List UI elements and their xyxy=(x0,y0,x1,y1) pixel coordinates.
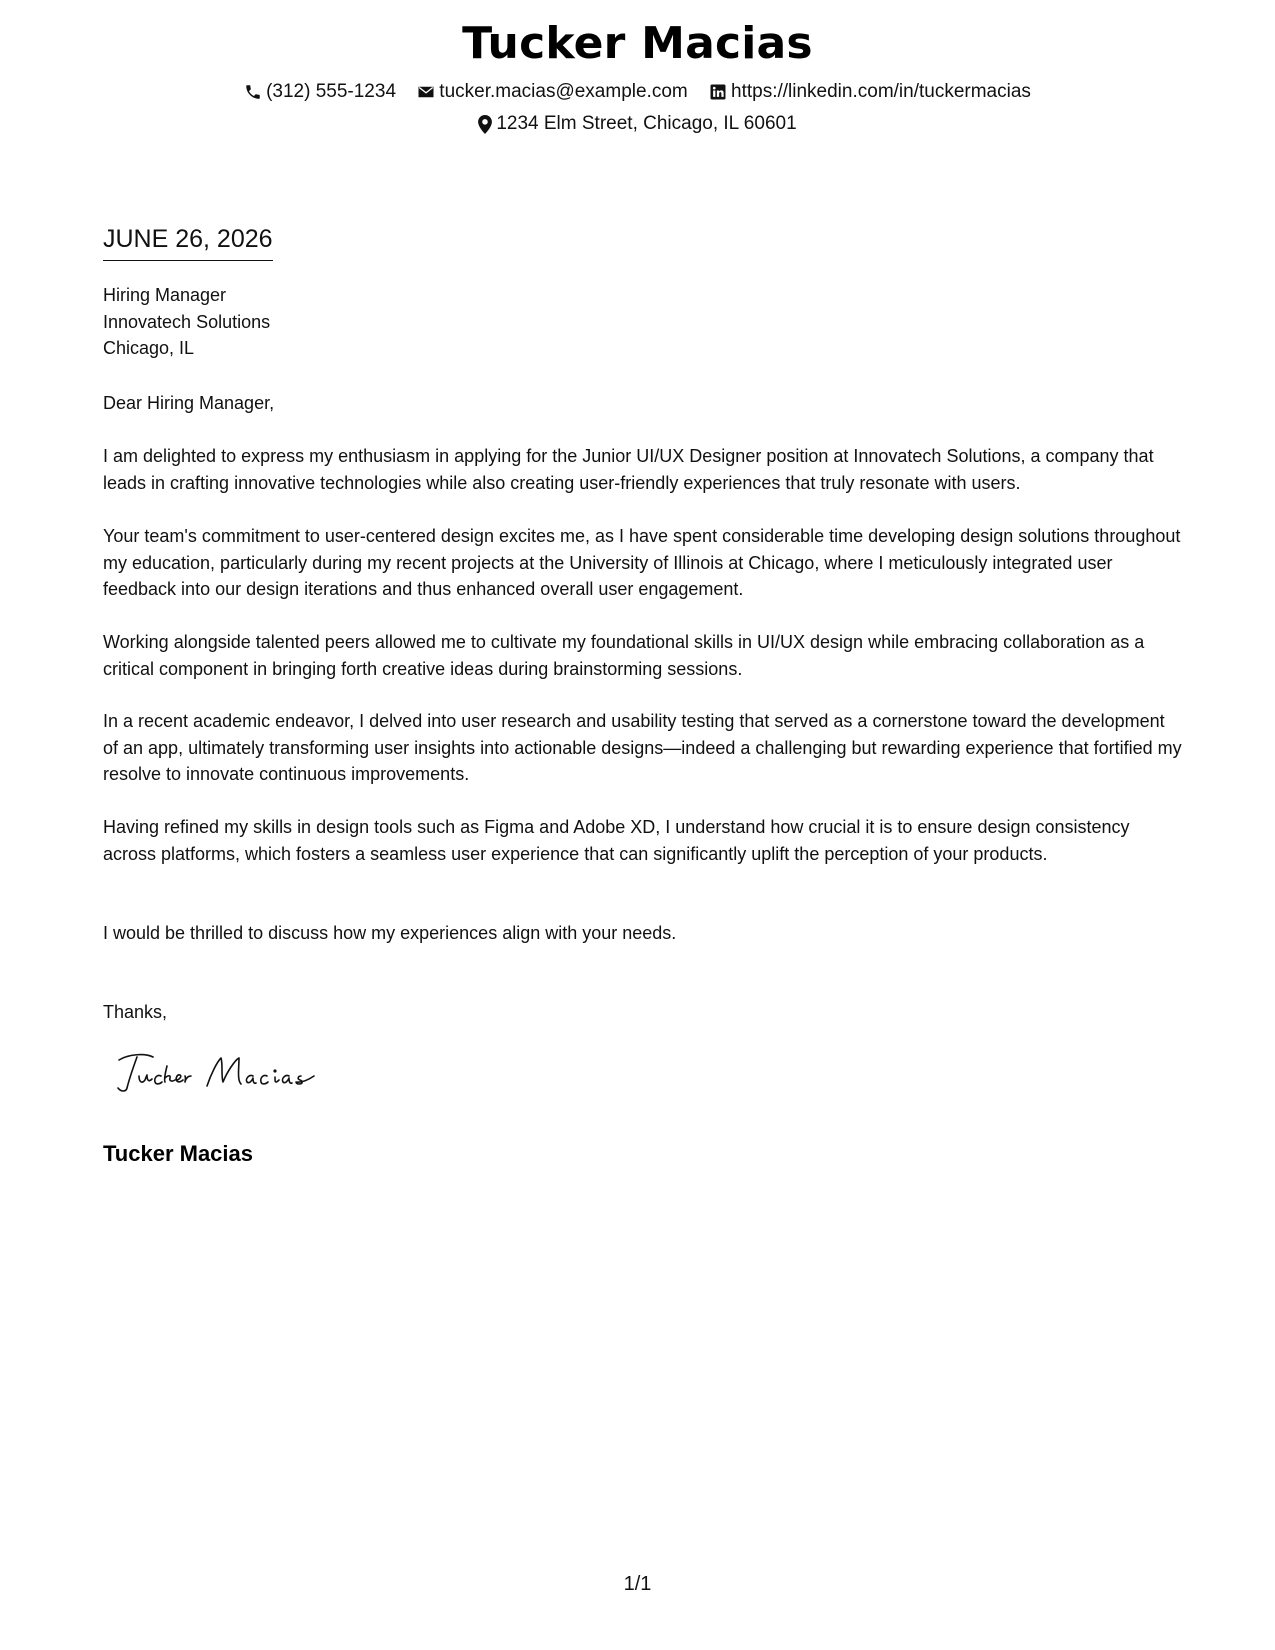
recipient-block xyxy=(103,282,1183,362)
recipient-location: Chicago, IL xyxy=(103,338,195,358)
address-text: 1234 Elm Street, Chicago, IL 60601 xyxy=(496,113,797,134)
email-text[interactable]: tucker.macias@example.com xyxy=(439,81,688,102)
signature-image xyxy=(115,1050,345,1100)
body-paragraph: Your team's commitment to user-centered design excites me, as I have spent considerable time developing design solutions throughout my education, particularly during my recent projects at the University of Illinois at Chicago, where I meticulously integrated user feedback into our design iterations and thus enhanced overall user engagement. xyxy=(103,526,1181,599)
body-paragraph: Working alongside talented peers allowed me to cultivate my foundational skills in UI/UX design while embracing collaboration as a critical component in bringing forth creative ideas during brainstorming sessions. xyxy=(103,632,1145,679)
envelope-icon xyxy=(417,83,435,101)
phone-icon xyxy=(244,83,262,101)
closing: Thanks, xyxy=(103,1002,168,1022)
contact-address xyxy=(478,112,796,136)
handwritten-signature xyxy=(115,1050,345,1105)
contact-email[interactable] xyxy=(417,80,687,104)
contact-phone xyxy=(244,80,396,104)
address-row xyxy=(0,112,1275,141)
contact-info-row xyxy=(0,80,1275,108)
recipient-company: Innovatech Solutions xyxy=(103,311,271,332)
signer-name: Tucker Macias xyxy=(103,1141,254,1166)
body-paragraph: In a recent academic endeavor, I delved into user research and usability testing that served as a cornerstone toward the development of an app, ultimately transforming user insights into actionable designs—indeed a challenging but rewarding experience that fortified my resolve to innovate continuous improvements. xyxy=(103,711,1182,784)
body-paragraph: I am delighted to express my enthusiasm in applying for the Junior UI/UX Designer position at Innovatech Solutions, a company that leads in crafting innovative technologies while also creating user-friendly experiences that truly resonate with users. xyxy=(103,446,1154,493)
page-number: 1/1 xyxy=(623,1573,652,1595)
body-paragraph: I would be thrilled to discuss how my experiences align with your needs. xyxy=(103,923,677,943)
recipient-title: Hiring Manager xyxy=(103,285,227,305)
letter-date: JUNE 26, 2026 xyxy=(103,224,273,261)
contact-linkedin[interactable] xyxy=(709,80,1031,104)
phone-text: (312) 555-1234 xyxy=(266,81,397,102)
applicant-name: Tucker Macias xyxy=(462,18,813,69)
linkedin-icon xyxy=(709,83,727,101)
map-pin-icon xyxy=(478,115,492,134)
body-paragraph: Having refined my skills in design tools such as Figma and Adobe XD, I understand how crucial it is to ensure design consistency across platforms, which fosters a seamless user experience that can significantly uplift the perception of your products. xyxy=(103,817,1130,864)
salutation: Dear Hiring Manager, xyxy=(103,393,275,413)
linkedin-text[interactable]: https://linkedin.com/in/tuckermacias xyxy=(731,81,1031,102)
